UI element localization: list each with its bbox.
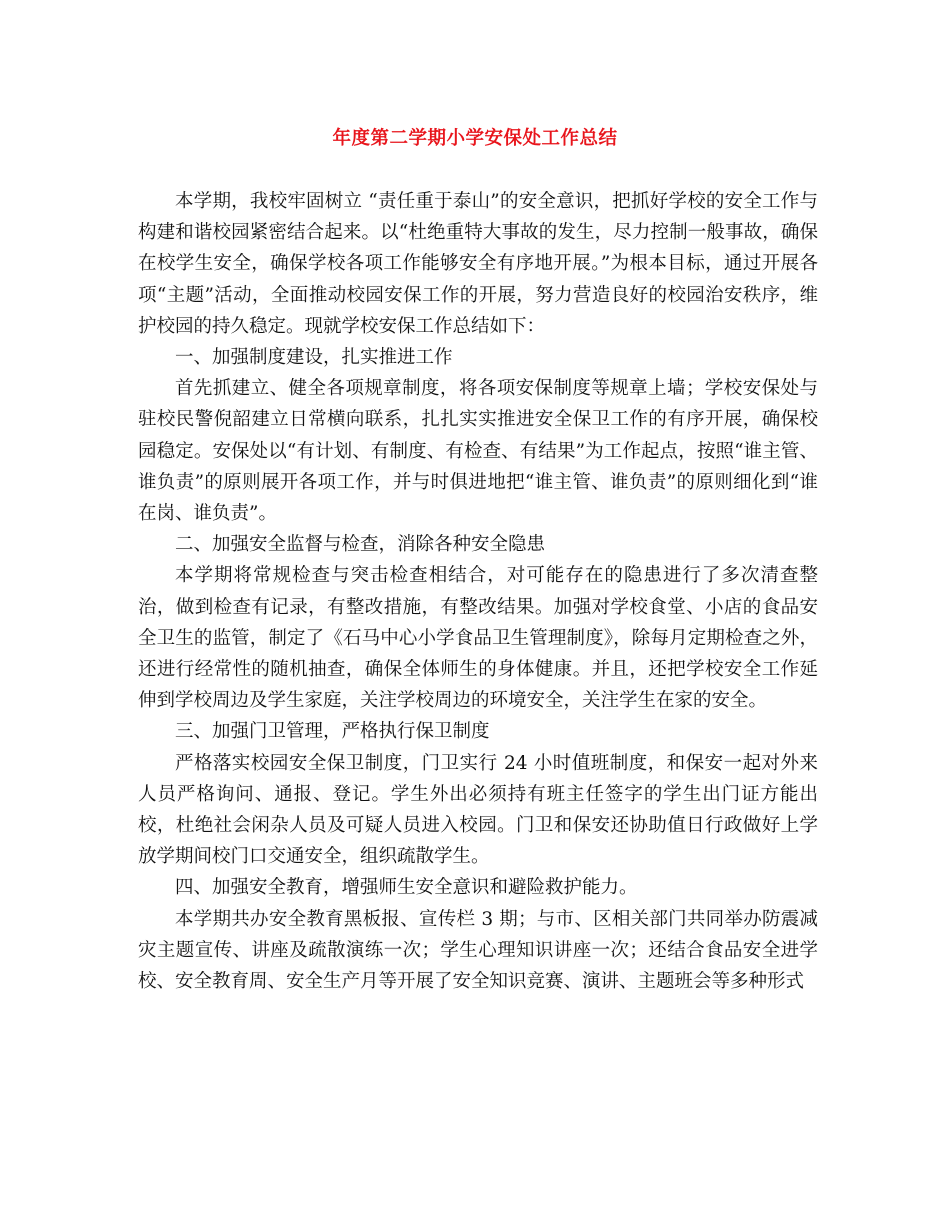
section-paragraph-2: 本学期将常规检查与突击检查相结合，对可能存在的隐患进行了多次清查整治，做到检查有记录，有整改措施，有整改结果。加强对学校食堂、小店的食品安全卫生的监管，制定了《石马中心小学食品卫生管理制度》，除每月定期检查之外，还进行经常性的随机抽查，确保全体师生的身体健康。并且，还把学校安全工作延伸到学校周边及学生家庭，关注学校周边的环境安全，关注学生在家的安全。 xyxy=(138,565,818,712)
section-heading-4: 四、加强安全教育，增强师生安全意识和避险救护能力。 xyxy=(175,877,638,899)
intro-paragraph: 本学期，我校牢固树立 “责任重于泰山”的安全意识，把抓好学校的安全工作与构建和谐校园紧密结合起来。以“杜绝重特大事故的发生，尽力控制一般事故，确保在校学生安全，确保学校各项工作能够安全有序地开展。”为根本目标，通过开展各项“主题”活动，全面推动校园安保工作的开展，努力营造良好的校园治安秩序，维护校园的持久稳定。现就学校安保工作总结如下： xyxy=(138,191,818,337)
section-heading-2: 二、加强安全监督与检查，消除各种安全隐患 xyxy=(175,534,546,556)
document-body xyxy=(138,186,818,997)
section-paragraph-3: 严格落实校园安全保卫制度，门卫实行 24 小时值班制度，和保安一起对外来人员严格询问、通报、登记。学生外出必须持有班主任签字的学生出门证方能出校，杜绝社会闲杂人员及可疑人员进入校园。门卫和保安还协助值日行政做好上学放学期间校门口交通安全，组织疏散学生。 xyxy=(138,752,818,868)
document-title: 年度第二学期小学安保处工作总结 xyxy=(332,128,618,149)
section-paragraph-4: 本学期共办安全教育黑板报、宣传栏 3 期；与市、区相关部门共同举办防震减灾主题宣传、讲座及疏散演练一次；学生心理知识讲座一次；还结合食品安全进学校、安全教育周、安全生产月等开展了安全知识竞赛、演讲、主题班会等多种形式 xyxy=(138,908,818,993)
section-paragraph-1: 首先抓建立、健全各项规章制度，将各项安保制度等规章上墙；学校安保处与驻校民警倪韶建立日常横向联系，扎扎实实推进安全保卫工作的有序开展，确保校园稳定。安保处以“有计划、有制度、有检查、有结果”为工作起点，按照“谁主管、谁负责”的原则展开各项工作，并与时俱进地把“谁主管、谁负责”的原则细化到“谁在岗、谁负责”。 xyxy=(138,378,818,525)
section-heading-1: 一、加强制度建设，扎实推进工作 xyxy=(175,347,453,369)
section-heading-3: 三、加强门卫管理，严格执行保卫制度 xyxy=(175,721,490,743)
